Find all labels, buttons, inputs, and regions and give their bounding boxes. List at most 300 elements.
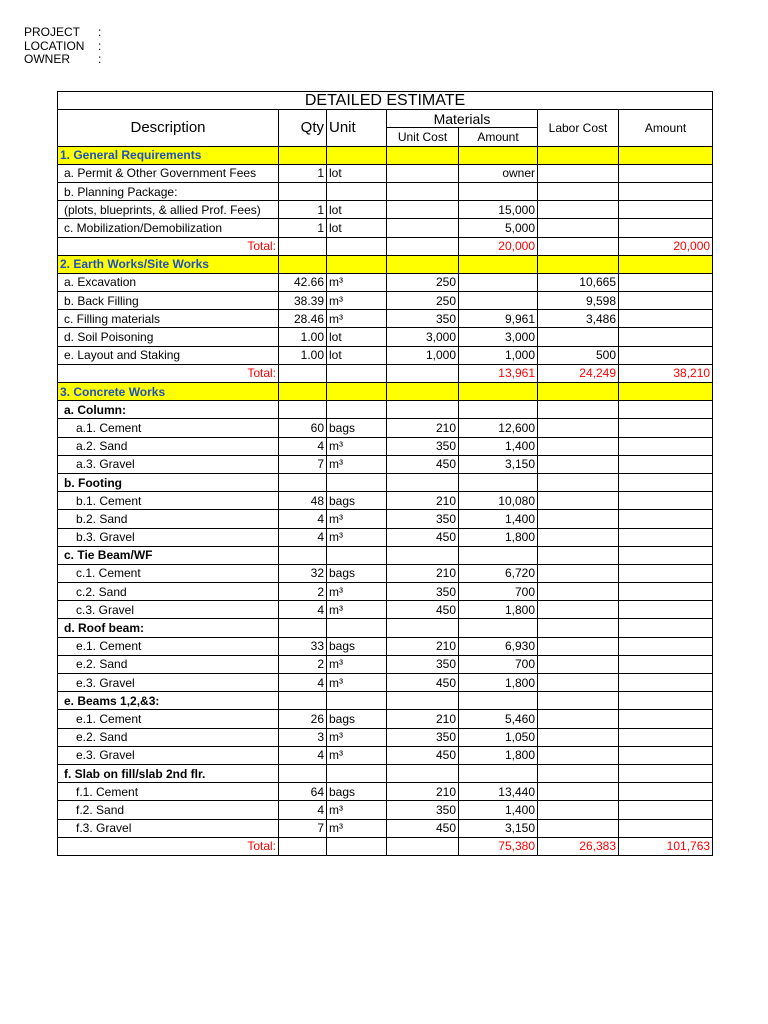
item-unit-cost: 210 <box>387 637 459 655</box>
item-unit-cost: 210 <box>387 492 459 510</box>
section-empty-cell <box>459 383 538 401</box>
item-unit-cost: 450 <box>387 601 459 619</box>
total-materials-amount: 20,000 <box>459 237 538 255</box>
group-title: c. Tie Beam/WF <box>58 546 279 564</box>
table-row <box>58 219 713 237</box>
section-empty-cell <box>327 383 387 401</box>
total-empty-cell <box>387 837 459 855</box>
total-empty-cell <box>327 237 387 255</box>
item-description: c.3. Gravel <box>58 601 279 619</box>
item-description: c. Mobilization/Demobilization <box>58 219 279 237</box>
item-amount: 1,800 <box>459 601 538 619</box>
item-unit: bags <box>327 492 387 510</box>
item-unit: m³ <box>327 455 387 473</box>
group-empty-cell <box>538 619 619 637</box>
item-labor-cost <box>538 601 619 619</box>
item-qty: 4 <box>279 746 327 764</box>
item-unit: m³ <box>327 528 387 546</box>
group-header-row <box>58 546 713 564</box>
item-description: a. Excavation <box>58 273 279 291</box>
item-amount: 10,080 <box>459 492 538 510</box>
item-labor-cost <box>538 528 619 546</box>
item-unit: m³ <box>327 728 387 746</box>
item-unit-cost: 450 <box>387 674 459 692</box>
group-header-row <box>58 473 713 491</box>
item-description: a. Permit & Other Government Fees <box>58 164 279 182</box>
group-empty-cell <box>459 473 538 491</box>
table-row <box>58 710 713 728</box>
total-empty-cell <box>279 364 327 382</box>
item-unit: lot <box>327 219 387 237</box>
total-labor-cost: 24,249 <box>538 364 619 382</box>
item-description: e.3. Gravel <box>58 746 279 764</box>
item-qty: 2 <box>279 655 327 673</box>
item-qty: 48 <box>279 492 327 510</box>
item-amount: 700 <box>459 583 538 601</box>
item-labor-cost <box>538 201 619 219</box>
item-labor-cost <box>538 419 619 437</box>
item-unit: lot <box>327 328 387 346</box>
section-empty-cell <box>327 255 387 273</box>
item-description: c. Filling materials <box>58 310 279 328</box>
item-description: a.2. Sand <box>58 437 279 455</box>
total-row <box>58 237 713 255</box>
item-qty: 1 <box>279 201 327 219</box>
item-qty: 64 <box>279 783 327 801</box>
total-amount: 20,000 <box>619 237 713 255</box>
item-qty: 32 <box>279 564 327 582</box>
total-amount: 101,763 <box>619 837 713 855</box>
item-amount: 6,930 <box>459 637 538 655</box>
group-header-row <box>58 692 713 710</box>
item-unit <box>327 182 387 200</box>
item-amount2 <box>619 182 713 200</box>
item-qty: 4 <box>279 801 327 819</box>
table-row <box>58 819 713 837</box>
section-empty-cell <box>279 383 327 401</box>
table-row <box>58 564 713 582</box>
item-unit-cost: 350 <box>387 310 459 328</box>
table-row <box>58 328 713 346</box>
owner-label: OWNER <box>24 52 70 66</box>
section-title: 3. Concrete Works <box>58 383 279 401</box>
group-empty-cell <box>327 764 387 782</box>
table-row <box>58 783 713 801</box>
item-unit: bags <box>327 564 387 582</box>
item-unit-cost: 210 <box>387 564 459 582</box>
item-qty: 2 <box>279 583 327 601</box>
item-description: e.2. Sand <box>58 728 279 746</box>
item-unit: lot <box>327 164 387 182</box>
item-amount2 <box>619 564 713 582</box>
total-materials-amount: 75,380 <box>459 837 538 855</box>
item-qty: 1 <box>279 219 327 237</box>
group-empty-cell <box>327 473 387 491</box>
item-amount2 <box>619 310 713 328</box>
group-empty-cell <box>387 401 459 419</box>
col-unit-cost-header: Unit Cost <box>387 128 459 146</box>
group-header-row <box>58 619 713 637</box>
table-row <box>58 164 713 182</box>
group-empty-cell <box>459 619 538 637</box>
header-row-1 <box>58 110 713 128</box>
item-unit-cost: 210 <box>387 710 459 728</box>
total-empty-cell <box>279 237 327 255</box>
item-description: b. Planning Package: <box>58 182 279 200</box>
col-description-header: Description <box>58 110 279 146</box>
document-header <box>24 26 101 67</box>
owner-line <box>24 53 101 67</box>
owner-colon: : <box>98 52 102 66</box>
item-qty: 4 <box>279 510 327 528</box>
item-labor-cost: 3,486 <box>538 310 619 328</box>
group-empty-cell <box>279 401 327 419</box>
item-qty: 60 <box>279 419 327 437</box>
item-amount2 <box>619 819 713 837</box>
table-row <box>58 273 713 291</box>
item-qty: 4 <box>279 437 327 455</box>
item-unit: lot <box>327 201 387 219</box>
item-unit-cost: 350 <box>387 655 459 673</box>
location-colon: : <box>98 38 102 53</box>
section-title: 1. General Requirements <box>58 146 279 164</box>
group-empty-cell <box>619 764 713 782</box>
total-empty-cell <box>387 237 459 255</box>
col-amount-header: Amount <box>459 128 538 146</box>
total-label: Total: <box>58 364 279 382</box>
group-empty-cell <box>619 546 713 564</box>
total-row <box>58 837 713 855</box>
table-row <box>58 746 713 764</box>
total-empty-cell <box>279 837 327 855</box>
group-title: a. Column: <box>58 401 279 419</box>
total-row <box>58 364 713 382</box>
item-labor-cost <box>538 783 619 801</box>
project-colon: : <box>98 25 102 39</box>
item-description: a.1. Cement <box>58 419 279 437</box>
item-amount: 1,000 <box>459 346 538 364</box>
item-amount2 <box>619 292 713 310</box>
section-header-row <box>58 255 713 273</box>
item-qty <box>279 182 327 200</box>
group-empty-cell <box>279 619 327 637</box>
total-labor-cost: 26,383 <box>538 837 619 855</box>
section-empty-cell <box>538 146 619 164</box>
group-empty-cell <box>327 619 387 637</box>
item-labor-cost <box>538 746 619 764</box>
item-labor-cost <box>538 182 619 200</box>
item-unit-cost: 1,000 <box>387 346 459 364</box>
item-amount2 <box>619 583 713 601</box>
table-row <box>58 637 713 655</box>
item-labor-cost <box>538 674 619 692</box>
item-unit: m³ <box>327 310 387 328</box>
total-empty-cell <box>327 837 387 855</box>
item-qty: 4 <box>279 674 327 692</box>
group-empty-cell <box>327 401 387 419</box>
item-labor-cost <box>538 219 619 237</box>
item-unit-cost <box>387 219 459 237</box>
item-labor-cost <box>538 801 619 819</box>
section-header-row <box>58 383 713 401</box>
item-labor-cost <box>538 564 619 582</box>
total-materials-amount: 13,961 <box>459 364 538 382</box>
item-labor-cost <box>538 455 619 473</box>
item-description: f.3. Gravel <box>58 819 279 837</box>
item-amount2 <box>619 455 713 473</box>
project-label: PROJECT <box>24 25 81 39</box>
item-amount: 6,720 <box>459 564 538 582</box>
item-unit-cost: 250 <box>387 292 459 310</box>
item-description: b.1. Cement <box>58 492 279 510</box>
item-description: b. Back Filling <box>58 292 279 310</box>
table-row <box>58 182 713 200</box>
item-qty: 4 <box>279 528 327 546</box>
section-empty-cell <box>459 255 538 273</box>
group-header-row <box>58 764 713 782</box>
item-unit: m³ <box>327 583 387 601</box>
item-unit: m³ <box>327 655 387 673</box>
item-amount: 15,000 <box>459 201 538 219</box>
location-line <box>24 40 101 54</box>
item-unit: lot <box>327 346 387 364</box>
table-row <box>58 201 713 219</box>
item-amount: 1,400 <box>459 801 538 819</box>
col-amount2-header: Amount <box>619 110 713 146</box>
item-labor-cost <box>538 710 619 728</box>
section-empty-cell <box>538 255 619 273</box>
table-row <box>58 728 713 746</box>
item-unit: m³ <box>327 746 387 764</box>
item-unit-cost: 450 <box>387 746 459 764</box>
item-qty: 1.00 <box>279 328 327 346</box>
group-empty-cell <box>619 619 713 637</box>
item-amount: 3,150 <box>459 455 538 473</box>
group-empty-cell <box>538 401 619 419</box>
item-amount <box>459 292 538 310</box>
item-amount2 <box>619 528 713 546</box>
section-empty-cell <box>387 146 459 164</box>
group-empty-cell <box>619 473 713 491</box>
total-empty-cell <box>327 364 387 382</box>
item-amount2 <box>619 164 713 182</box>
item-description: e.1. Cement <box>58 637 279 655</box>
section-empty-cell <box>279 255 327 273</box>
item-amount: 3,000 <box>459 328 538 346</box>
item-labor-cost <box>538 583 619 601</box>
group-empty-cell <box>387 473 459 491</box>
item-amount: 1,800 <box>459 674 538 692</box>
item-description: (plots, blueprints, & allied Prof. Fees) <box>58 201 279 219</box>
item-unit-cost: 450 <box>387 819 459 837</box>
item-qty: 4 <box>279 601 327 619</box>
item-unit-cost: 450 <box>387 455 459 473</box>
item-unit-cost: 3,000 <box>387 328 459 346</box>
group-empty-cell <box>538 546 619 564</box>
col-materials-header: Materials <box>387 110 538 128</box>
item-unit-cost: 350 <box>387 583 459 601</box>
item-amount2 <box>619 637 713 655</box>
item-unit: bags <box>327 637 387 655</box>
item-unit-cost <box>387 182 459 200</box>
item-qty: 7 <box>279 819 327 837</box>
item-unit: m³ <box>327 510 387 528</box>
item-amount: 700 <box>459 655 538 673</box>
item-amount2 <box>619 437 713 455</box>
item-amount2 <box>619 219 713 237</box>
item-unit-cost: 350 <box>387 510 459 528</box>
item-amount: 1,400 <box>459 510 538 528</box>
estimate-table <box>57 91 713 856</box>
item-labor-cost: 9,598 <box>538 292 619 310</box>
item-amount: 1,400 <box>459 437 538 455</box>
section-empty-cell <box>619 383 713 401</box>
group-empty-cell <box>538 473 619 491</box>
group-empty-cell <box>387 546 459 564</box>
item-amount2 <box>619 510 713 528</box>
item-unit-cost: 250 <box>387 273 459 291</box>
title-row <box>58 92 713 110</box>
item-unit: m³ <box>327 801 387 819</box>
group-empty-cell <box>538 764 619 782</box>
total-label: Total: <box>58 837 279 855</box>
item-amount: 5,460 <box>459 710 538 728</box>
item-amount2 <box>619 801 713 819</box>
item-unit-cost: 350 <box>387 728 459 746</box>
item-description: e.1. Cement <box>58 710 279 728</box>
group-empty-cell <box>459 692 538 710</box>
group-empty-cell <box>459 401 538 419</box>
item-unit-cost: 350 <box>387 437 459 455</box>
group-empty-cell <box>538 692 619 710</box>
item-amount <box>459 273 538 291</box>
item-labor-cost <box>538 328 619 346</box>
item-labor-cost: 10,665 <box>538 273 619 291</box>
item-amount: owner <box>459 164 538 182</box>
item-amount: 5,000 <box>459 219 538 237</box>
item-labor-cost <box>538 492 619 510</box>
total-label: Total: <box>58 237 279 255</box>
section-empty-cell <box>387 383 459 401</box>
item-amount2 <box>619 419 713 437</box>
item-unit-cost: 210 <box>387 419 459 437</box>
item-description: a.3. Gravel <box>58 455 279 473</box>
group-empty-cell <box>327 692 387 710</box>
table-row <box>58 419 713 437</box>
item-description: e.2. Sand <box>58 655 279 673</box>
item-amount2 <box>619 728 713 746</box>
item-description: f.1. Cement <box>58 783 279 801</box>
col-unit-header: Unit <box>327 110 387 146</box>
group-empty-cell <box>279 546 327 564</box>
item-unit: bags <box>327 419 387 437</box>
project-line <box>24 26 101 40</box>
item-labor-cost <box>538 164 619 182</box>
table-row <box>58 346 713 364</box>
table-row <box>58 492 713 510</box>
item-qty: 33 <box>279 637 327 655</box>
table-title: DETAILED ESTIMATE <box>58 92 713 110</box>
total-amount: 38,210 <box>619 364 713 382</box>
table-row <box>58 655 713 673</box>
item-amount2 <box>619 492 713 510</box>
item-amount2 <box>619 273 713 291</box>
item-labor-cost: 500 <box>538 346 619 364</box>
item-unit: m³ <box>327 601 387 619</box>
item-labor-cost <box>538 510 619 528</box>
item-qty: 1.00 <box>279 346 327 364</box>
group-empty-cell <box>619 401 713 419</box>
section-header-row <box>58 146 713 164</box>
item-amount: 9,961 <box>459 310 538 328</box>
table-row <box>58 455 713 473</box>
location-label: LOCATION <box>24 38 85 53</box>
table-row <box>58 437 713 455</box>
table-row <box>58 601 713 619</box>
group-empty-cell <box>279 692 327 710</box>
item-qty: 3 <box>279 728 327 746</box>
item-amount: 1,050 <box>459 728 538 746</box>
item-unit-cost <box>387 164 459 182</box>
item-description: f.2. Sand <box>58 801 279 819</box>
item-amount: 13,440 <box>459 783 538 801</box>
item-amount: 1,800 <box>459 746 538 764</box>
item-qty: 26 <box>279 710 327 728</box>
table-row <box>58 528 713 546</box>
item-description: d. Soil Poisoning <box>58 328 279 346</box>
item-qty: 38.39 <box>279 292 327 310</box>
item-labor-cost <box>538 728 619 746</box>
item-unit: m³ <box>327 674 387 692</box>
item-labor-cost <box>538 437 619 455</box>
item-description: e. Layout and Staking <box>58 346 279 364</box>
item-amount: 1,800 <box>459 528 538 546</box>
item-description: c.2. Sand <box>58 583 279 601</box>
item-amount: 12,600 <box>459 419 538 437</box>
item-unit-cost: 210 <box>387 783 459 801</box>
group-empty-cell <box>387 764 459 782</box>
section-empty-cell <box>459 146 538 164</box>
item-amount2 <box>619 674 713 692</box>
item-amount2 <box>619 201 713 219</box>
item-unit: m³ <box>327 273 387 291</box>
total-empty-cell <box>387 364 459 382</box>
item-description: e.3. Gravel <box>58 674 279 692</box>
group-empty-cell <box>619 692 713 710</box>
item-unit: bags <box>327 783 387 801</box>
group-empty-cell <box>387 692 459 710</box>
group-empty-cell <box>279 764 327 782</box>
total-labor-cost <box>538 237 619 255</box>
group-empty-cell <box>327 546 387 564</box>
item-unit: m³ <box>327 437 387 455</box>
table-row <box>58 801 713 819</box>
group-title: d. Roof beam: <box>58 619 279 637</box>
section-empty-cell <box>327 146 387 164</box>
item-qty: 28.46 <box>279 310 327 328</box>
section-empty-cell <box>538 383 619 401</box>
section-empty-cell <box>387 255 459 273</box>
group-empty-cell <box>459 764 538 782</box>
col-qty-header: Qty <box>279 110 327 146</box>
group-title: b. Footing <box>58 473 279 491</box>
item-labor-cost <box>538 637 619 655</box>
item-description: b.2. Sand <box>58 510 279 528</box>
item-unit-cost <box>387 201 459 219</box>
item-amount2 <box>619 746 713 764</box>
group-empty-cell <box>459 546 538 564</box>
section-empty-cell <box>619 255 713 273</box>
